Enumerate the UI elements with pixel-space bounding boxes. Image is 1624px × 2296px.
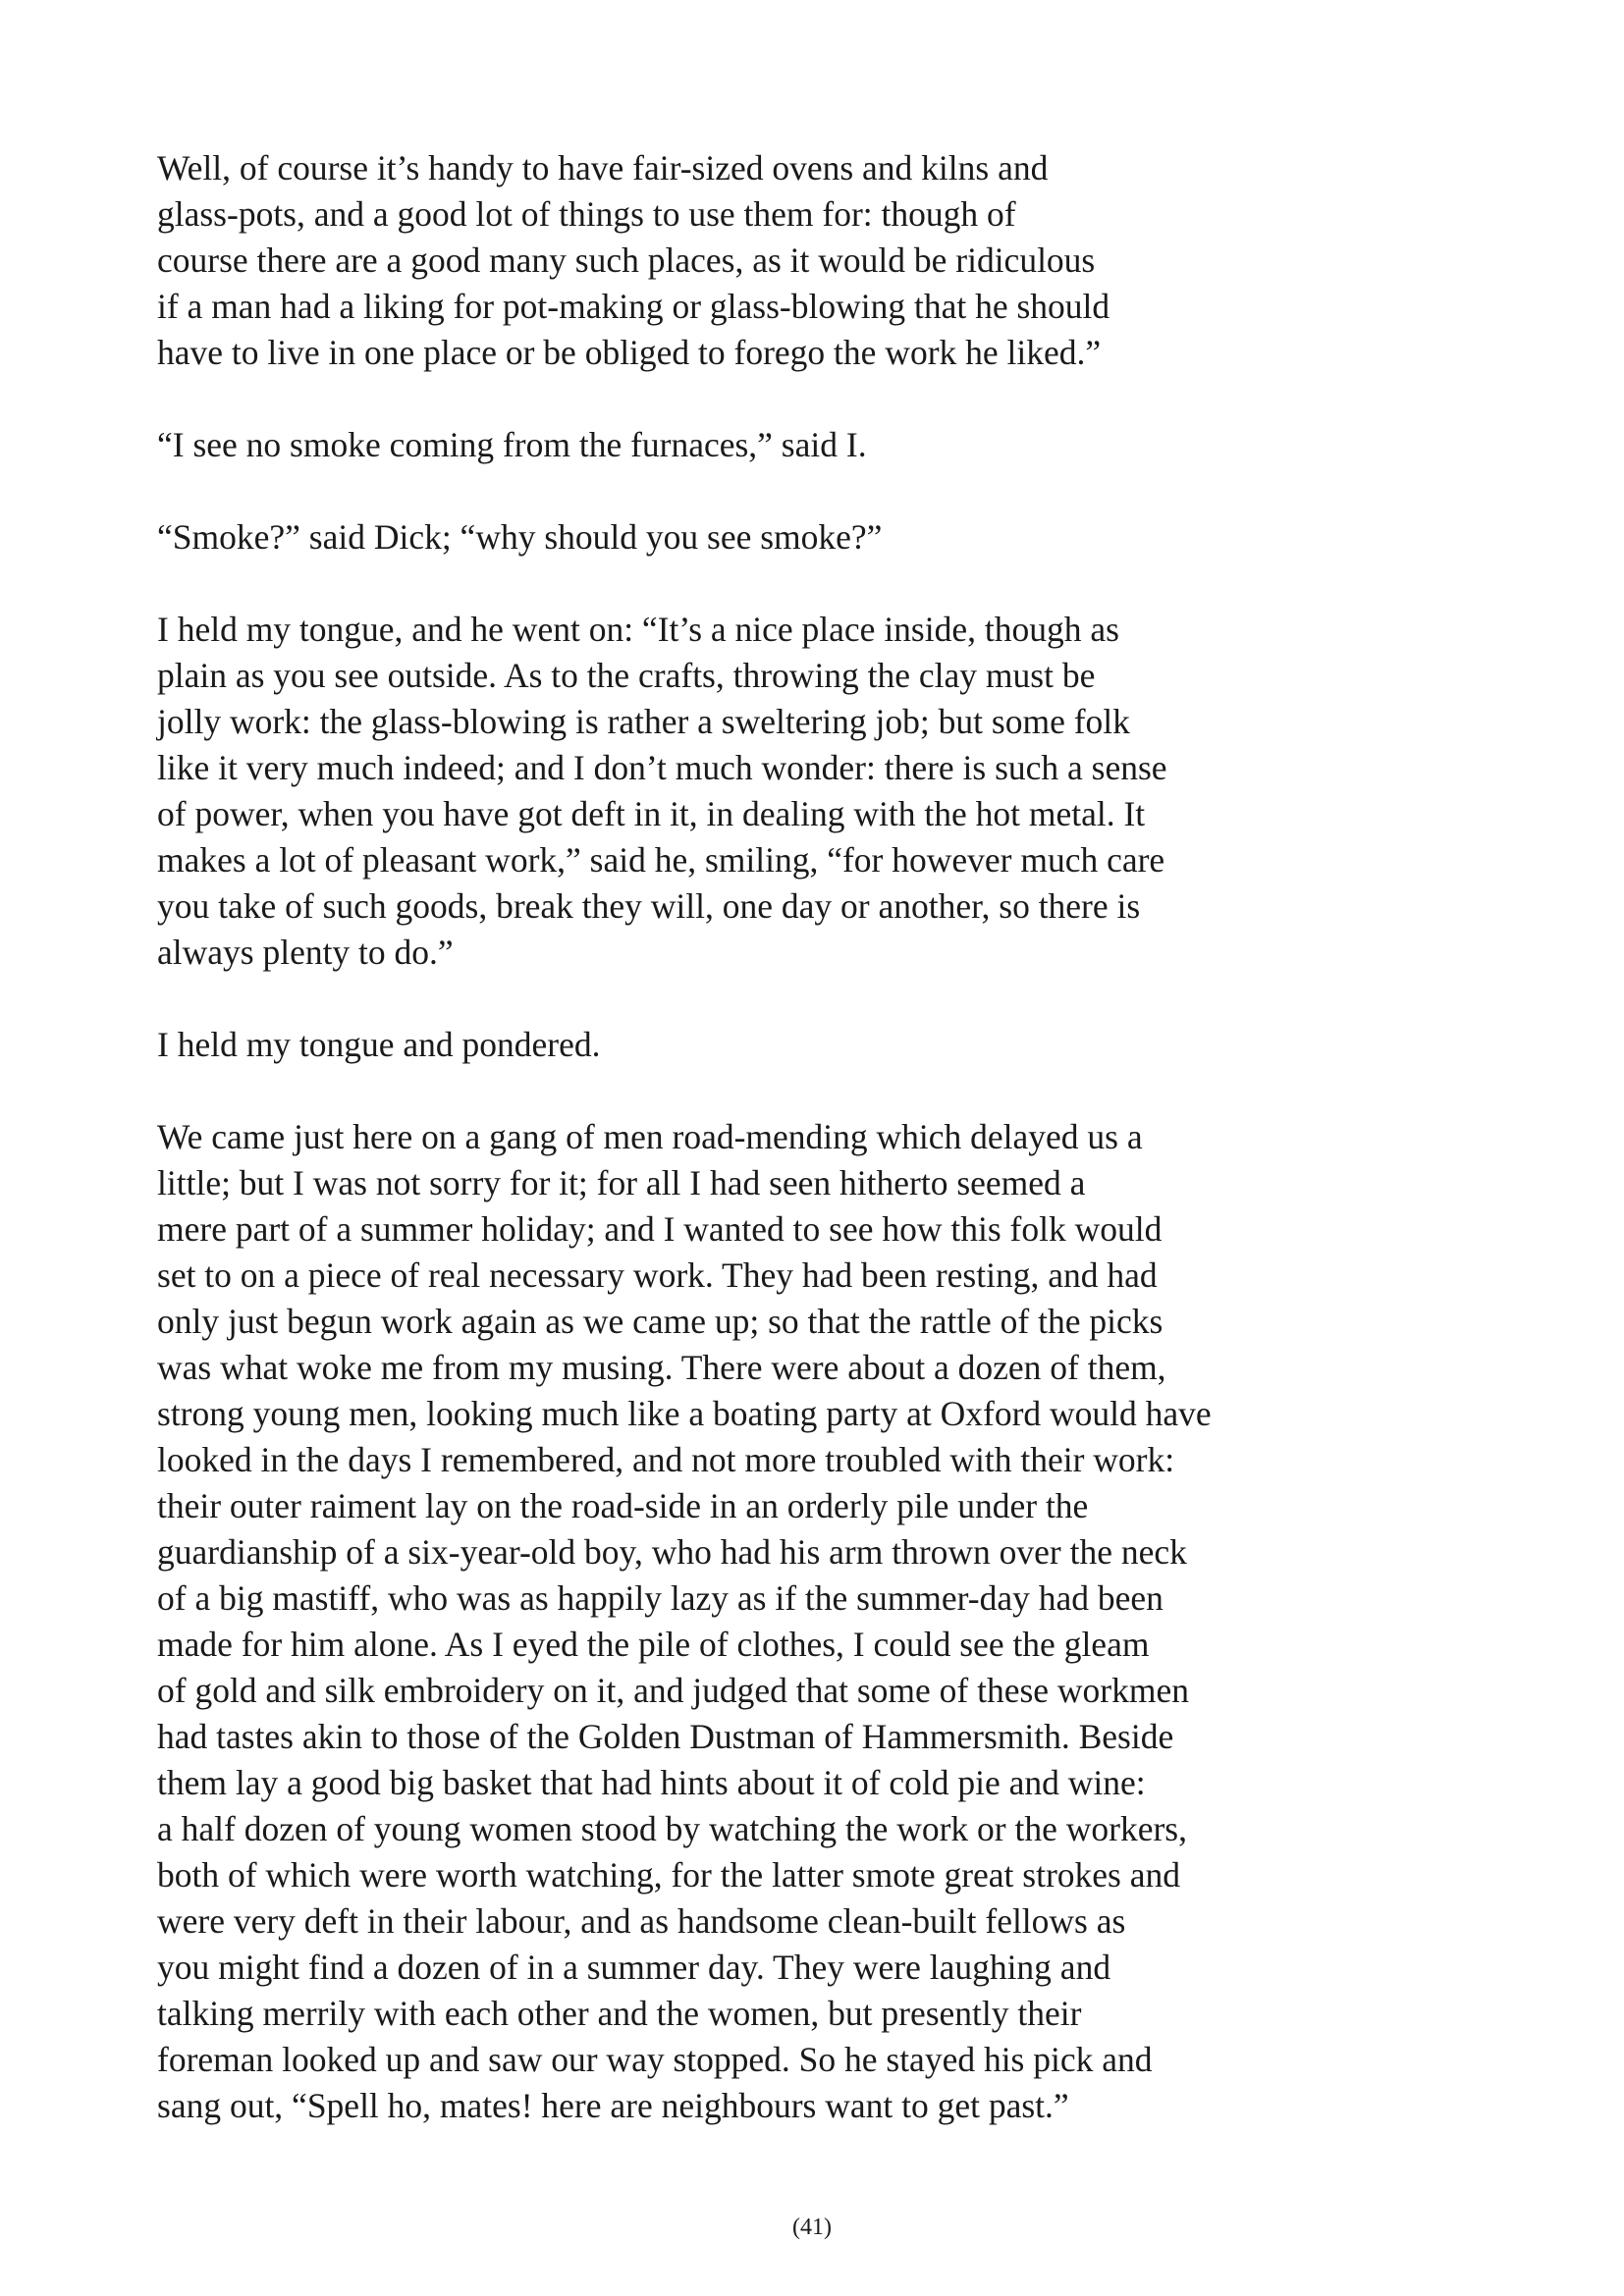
text-line: glass-pots, and a good lot of things to use them for: though of bbox=[157, 194, 1016, 234]
text-line: had tastes akin to those of the Golden Dustman of Hammersmith. Beside bbox=[157, 1717, 1174, 1756]
text-line: guardianship of a six-year-old boy, who had his arm thrown over the neck bbox=[157, 1532, 1187, 1572]
text-line: sang out, “Spell ho, mates! here are neighbours want to get past.” bbox=[157, 2086, 1069, 2125]
paragraph bbox=[157, 1114, 1375, 2129]
text-line: strong young men, looking much like a boating party at Oxford would have bbox=[157, 1394, 1212, 1433]
text-line: mere part of a summer holiday; and I wanted to see how this folk would bbox=[157, 1209, 1163, 1249]
text-line: if a man had a liking for pot-making or glass-blowing that he should bbox=[157, 287, 1110, 326]
page-number: (41) bbox=[792, 2215, 832, 2240]
text-line: I held my tongue, and he went on: “It’s a nice place inside, though as bbox=[157, 610, 1119, 649]
text-line: were very deft in their labour, and as handsome clean-built fellows as bbox=[157, 1901, 1126, 1941]
text-line: jolly work: the glass-blowing is rather a sweltering job; but some folk bbox=[157, 702, 1130, 741]
text-line: “Smoke?” said Dick; “why should you see smoke?” bbox=[157, 517, 883, 557]
text-line: We came just here on a gang of men road-mending which delayed us a bbox=[157, 1117, 1143, 1156]
text-line: both of which were worth watching, for the latter smote great strokes and bbox=[157, 1855, 1180, 1895]
paragraph bbox=[157, 514, 1375, 561]
text-line: a half dozen of young women stood by watching the work or the workers, bbox=[157, 1809, 1187, 1848]
text-line: of a big mastiff, who was as happily lazy as if the summer-day had been bbox=[157, 1578, 1164, 1618]
text-line: makes a lot of pleasant work,” said he, smiling, “for however much care bbox=[157, 840, 1165, 880]
text-line: little; but I was not sorry for it; for all I had seen hitherto seemed a bbox=[157, 1163, 1086, 1202]
paragraph bbox=[157, 422, 1375, 468]
text-line: made for him alone. As I eyed the pile of clothes, I could see the gleam bbox=[157, 1625, 1150, 1664]
text-line: “I see no smoke coming from the furnaces,” said I. bbox=[157, 425, 867, 464]
text-line: always plenty to do.” bbox=[157, 933, 454, 972]
text-line: talking merrily with each other and the women, but presently their bbox=[157, 1994, 1082, 2033]
body-text bbox=[157, 145, 1375, 2175]
paragraph bbox=[157, 607, 1375, 976]
text-line: looked in the days I remembered, and not more troubled with their work: bbox=[157, 1440, 1175, 1479]
text-line: you might find a dozen of in a summer day. They were laughing and bbox=[157, 1948, 1111, 1987]
text-line: them lay a good big basket that had hints about it of cold pie and wine: bbox=[157, 1763, 1146, 1802]
text-line: was what woke me from my musing. There were about a dozen of them, bbox=[157, 1348, 1166, 1387]
text-line: their outer raiment lay on the road-side in an orderly pile under the bbox=[157, 1486, 1089, 1525]
paragraph bbox=[157, 1022, 1375, 1068]
text-line: plain as you see outside. As to the crafts, throwing the clay must be bbox=[157, 656, 1096, 695]
text-line: I held my tongue and pondered. bbox=[157, 1025, 601, 1064]
text-line: course there are a good many such places, as it would be ridiculous bbox=[157, 240, 1096, 280]
text-line: you take of such goods, break they will, one day or another, so there is bbox=[157, 886, 1141, 926]
text-line: of gold and silk embroidery on it, and judged that some of these workmen bbox=[157, 1671, 1189, 1710]
text-line: Well, of course it’s handy to have fair-sized ovens and kilns and bbox=[157, 148, 1049, 187]
text-line: like it very much indeed; and I don’t much wonder: there is such a sense bbox=[157, 748, 1167, 787]
text-line: of power, when you have got deft in it, in dealing with the hot metal. It bbox=[157, 794, 1146, 833]
text-line: foreman looked up and saw our way stopped. So he stayed his pick and bbox=[157, 2040, 1153, 2079]
text-line: have to live in one place or be obliged to forego the work he liked.” bbox=[157, 333, 1102, 372]
paragraph bbox=[157, 145, 1375, 376]
text-line: only just begun work again as we came up; so that the rattle of the picks bbox=[157, 1302, 1164, 1341]
text-line: set to on a piece of real necessary work. They had been resting, and had bbox=[157, 1255, 1158, 1295]
